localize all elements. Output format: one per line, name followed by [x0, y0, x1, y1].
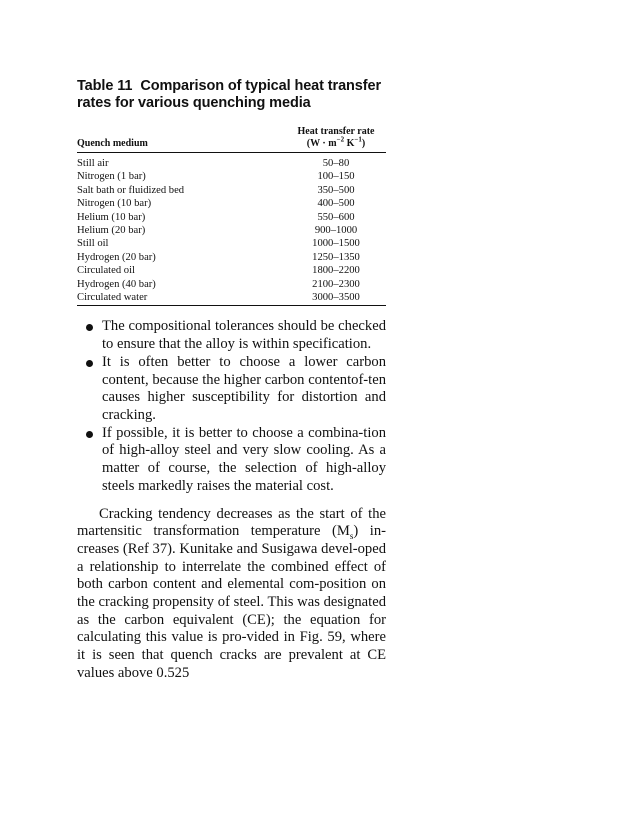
cell-quench-medium: Helium (10 bar): [77, 211, 146, 223]
table-number: Table 11: [77, 78, 133, 94]
cell-heat-transfer-rate: 1000–1500: [312, 238, 360, 250]
bullet-text: It is often better to choose a lower carbon content, because the higher carbon contentof-ten causes higher susceptibility for distortion and cracking.: [102, 353, 386, 423]
heat-transfer-table: [77, 126, 386, 306]
cell-quench-medium: Circulated water: [77, 291, 286, 306]
cell-heat-transfer-rate: 550–600: [317, 211, 355, 223]
table-row: [77, 237, 386, 250]
cell-heat-transfer-rate: 1250–1350: [312, 251, 360, 263]
cell-quench-medium: Nitrogen (1 bar): [77, 171, 146, 183]
bullet-text: If possible, it is better to choose a combina-tion of high-alloy steel and very slow cooling. As a matter of course, the selection of high-alloy steels markedly raises the material cost.: [102, 424, 386, 494]
bullet-item: [77, 354, 386, 425]
cell-heat-transfer-rate: 3000–3500: [286, 291, 386, 306]
cell-quench-medium: Circulated oil: [77, 265, 135, 277]
cell-heat-transfer-rate: 2100–2300: [312, 278, 360, 290]
table-header-row: [77, 126, 386, 153]
table-row: [77, 264, 386, 277]
table-body: [77, 153, 386, 306]
cell-quench-medium: Still oil: [77, 238, 109, 250]
cell-heat-transfer-rate: 350–500: [317, 184, 355, 196]
cell-heat-transfer-rate: 900–1000: [314, 225, 358, 237]
table-row: [77, 251, 386, 264]
table-row: [77, 197, 386, 210]
bullet-dot-icon: [86, 360, 93, 367]
table-row: [77, 278, 386, 291]
table-caption: [77, 78, 386, 112]
table-row: [77, 224, 386, 237]
body-paragraph: Cracking tendency decreases as the start of the martensitic transformation temperature $(M_s)$ in-creases (Ref 37). Kunitake and Susigawa devel-oped a relationship to interrelate the combined effect of both carbon content and elemental com-position on the cracking propensity of steel. This was designated as the carbon equivalent (CE); the equation for calculating this value is pro-vided in Fig. 59, where it is seen that quench cracks are prevalent at CE values above 0.525: [77, 505, 386, 681]
cell-quench-medium: Hydrogen (40 bar): [77, 278, 156, 290]
table-row: [77, 291, 386, 306]
cell-quench-medium: Hydrogen (20 bar): [77, 251, 156, 263]
cell-quench-medium: Nitrogen (10 bar): [77, 198, 152, 210]
bullet-item: [77, 318, 386, 353]
cell-quench-medium: Salt bath or fluidized bed: [77, 184, 185, 196]
page-content: [77, 78, 386, 683]
header-rate-label: Heat transfer rate: [297, 126, 375, 137]
cell-heat-transfer-rate: 100–150: [317, 171, 355, 183]
table-title: Comparison of typical heat transfer rates for various quenching media: [77, 78, 381, 111]
table-row: [77, 211, 386, 224]
body-text: [77, 318, 386, 682]
table-row: [77, 170, 386, 183]
cell-heat-transfer-rate: 1800–2200: [312, 265, 360, 277]
cell-quench-medium: Still air: [77, 158, 109, 169]
bullet-dot-icon: [86, 431, 93, 438]
bullet-item: [77, 425, 386, 496]
cell-heat-transfer-rate: 400–500: [317, 198, 355, 210]
cell-quench-medium: Helium (20 bar): [77, 225, 146, 237]
bullet-text: The compositional tolerances should be checked to ensure that the alloy is within specification.: [102, 318, 386, 353]
bullet-list: [77, 318, 386, 495]
header-heat-transfer-rate: [286, 126, 386, 153]
table-row: [77, 184, 386, 197]
header-rate-unit: ($W \cdot m^{-2}$ $K^{-1}$): [306, 135, 366, 149]
header-quench-medium: Quench medium: [77, 126, 286, 153]
table-row: [77, 153, 386, 171]
bullet-dot-icon: [86, 324, 93, 331]
cell-heat-transfer-rate: 50–80: [322, 158, 350, 169]
